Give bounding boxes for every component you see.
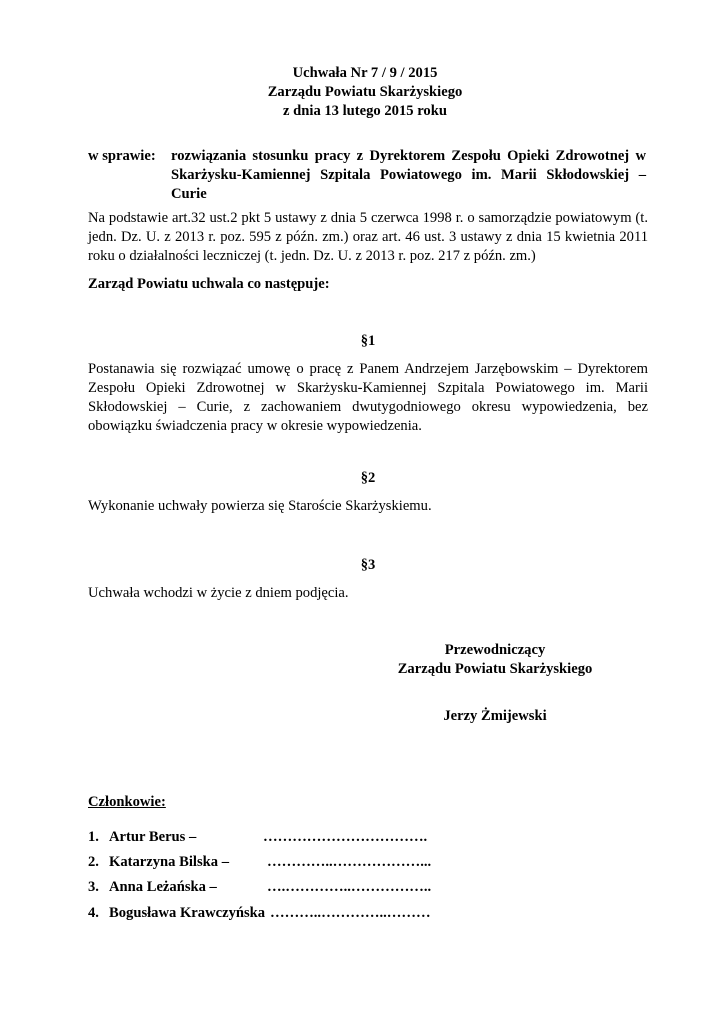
signature-name: Jerzy Żmijewski [443,708,547,724]
section-1-text: Postanawia się rozwiązać umowę o pracę z Panem Andrzejem Jarzębowskim – Dyrektorem Zespołu Opieki Zdrowotnej w Skarżysku-Kamiennej Szpitala Powiatowego im. Marii Skłodowskiej – Curie, z zachowaniem dwutygodniowego okresu wypowiedzenia, bez obowiązku świadczenia pracy w okresie wypowiedzenia. [88,361,648,434]
section-2-text: Wykonanie uchwały powierza się Staroście Skarżyskiemu. [88,498,432,514]
section-3-mark: §3 [360,557,376,573]
resolution-number: Uchwała Nr 7 / 9 / 2015 [292,65,438,81]
member-signature-line: ………..…………..……… [270,905,431,921]
member-number: 4. [88,905,99,921]
member-name: Artur Berus – [109,829,197,845]
section-3-text: Uchwała wchodzi w życie z dniem podjęcia. [88,585,349,601]
signature-role: Przewodniczący [444,642,546,658]
section-1-mark: §1 [360,333,376,349]
member-number: 3. [88,879,99,895]
section-2-mark: §2 [360,470,376,486]
member-name: Bogusława Krawczyńska [109,905,266,921]
subject-label: w sprawie: [88,148,156,164]
member-signature-line: ….…………..…………….. [267,879,432,895]
resolution-title [88,64,642,121]
resolution-issuer: Zarządu Powiatu Skarżyskiego [267,84,463,100]
resolution-date: z dnia 13 lutego 2015 roku [283,103,447,119]
legal-basis: Na podstawie art.32 ust.2 pkt 5 ustawy z dnia 5 czerwca 1998 r. o samorządzie powiatowym (t. jedn. Dz. U. z 2013 r. poz. 595 z późn. zm.) oraz art. 46 ust. 3 ustawy z dnia 15 kwietnia 2011 roku o działalności leczniczej (t. jedn. Dz. U. z 2013 r. poz. 217 z późn. zm.) [88,210,648,264]
member-name: Anna Leżańska – [109,879,217,895]
signature-body: Zarządu Powiatu Skarżyskiego [397,661,593,677]
member-number: 1. [88,829,99,845]
member-signature-line: …………..………………... [267,854,432,870]
member-signature-line: ……………………………. [263,829,428,845]
member-name: Katarzyna Bilska – [109,854,229,870]
subject-text: rozwiązania stosunku pracy z Dyrektorem Zespołu Opieki Zdrowotnej w Skarżysku-Kamiennej Szpitala Powiatowego im. Marii Skłodowskiej – Curie [171,148,646,202]
resolves-heading: Zarząd Powiatu uchwala co następuje: [88,276,330,292]
member-number: 2. [88,854,99,870]
members-heading-text: Członkowie: [88,794,166,810]
members-list [88,828,508,928]
members-heading [88,793,166,812]
